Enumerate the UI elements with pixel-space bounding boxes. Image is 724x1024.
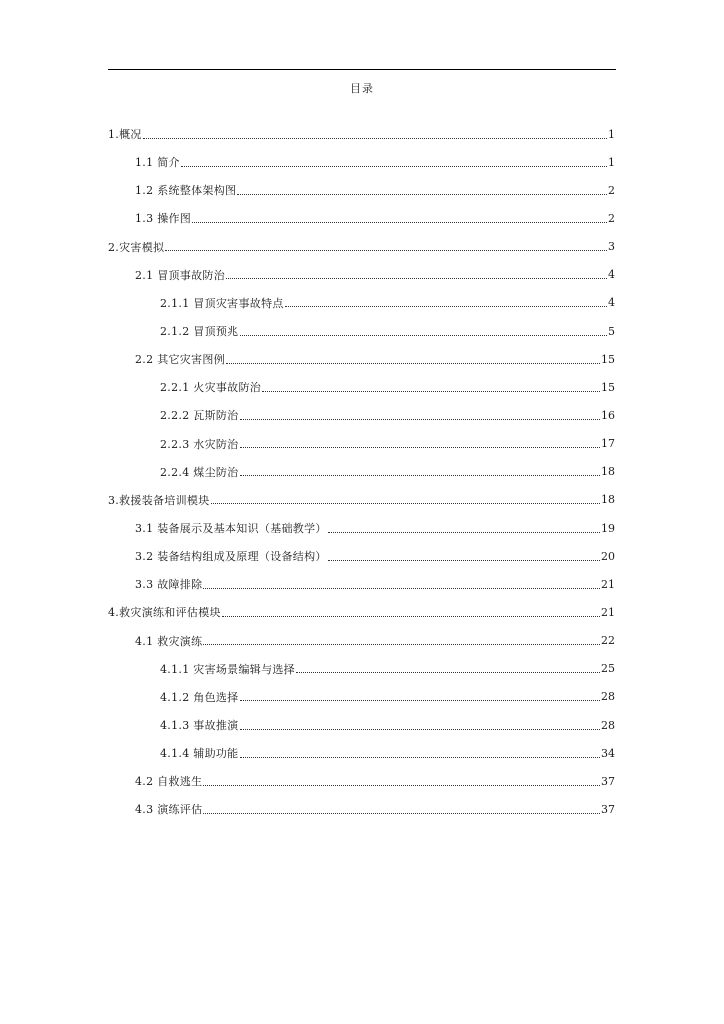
toc-entry[interactable] (108, 598, 615, 626)
toc-entry-label: 4.1.2 角色选择 (160, 690, 239, 704)
toc-entry-page-number: 25 (601, 662, 615, 676)
toc-entry-page-number: 18 (601, 493, 615, 507)
toc-entry[interactable] (108, 176, 615, 204)
toc-entry[interactable] (108, 261, 615, 289)
dot-leader (192, 212, 607, 223)
toc-entry-page-number: 2 (608, 183, 615, 197)
toc-entry-page-number: 37 (601, 774, 615, 788)
toc-entry-page-number: 1 (608, 155, 615, 169)
toc-entry[interactable] (108, 289, 615, 317)
dot-leader (143, 128, 607, 139)
dot-leader (240, 325, 608, 336)
toc-entry-label: 1.1 简介 (135, 156, 180, 170)
dot-leader (211, 493, 601, 504)
dot-leader (240, 437, 601, 448)
dot-leader (222, 606, 600, 617)
toc-entry-label: 2.1.2 冒顶预兆 (160, 325, 239, 339)
toc-entry-label: 3.2 装备结构组成及原理（设备结构） (135, 550, 327, 564)
toc-entry-label: 3.救援装备培训模块 (108, 493, 210, 507)
toc-entry-label: 1.3 操作图 (135, 212, 192, 226)
toc-entry[interactable] (108, 401, 615, 429)
toc-entry-page-number: 15 (601, 352, 615, 366)
toc-entry-label: 1.概况 (108, 128, 142, 142)
dot-leader (240, 409, 601, 420)
toc-entry-page-number: 17 (601, 437, 615, 451)
toc-entry-page-number: 4 (608, 296, 615, 310)
toc-entry[interactable] (108, 458, 615, 486)
dot-leader (203, 803, 600, 814)
toc-entry[interactable] (108, 148, 615, 176)
toc-entry-label: 2.1.1 冒顶灾害事故特点 (160, 296, 284, 310)
dot-leader (181, 156, 607, 167)
toc-entry-label: 3.1 装备展示及基本知识（基础教学） (135, 522, 327, 536)
dot-leader (165, 240, 607, 251)
toc-entry-page-number: 16 (601, 408, 615, 422)
toc-entry[interactable] (108, 767, 615, 795)
dot-leader (328, 522, 600, 533)
toc-entry-page-number: 15 (601, 380, 615, 394)
toc-entry[interactable] (108, 570, 615, 598)
toc-entry[interactable] (108, 739, 615, 767)
toc-entry-page-number: 21 (601, 577, 615, 591)
toc-entry[interactable] (108, 120, 615, 148)
toc-entry-page-number: 22 (601, 634, 615, 648)
toc-entry[interactable] (108, 683, 615, 711)
toc-entry-page-number: 1 (608, 127, 615, 141)
dot-leader (240, 719, 601, 730)
toc-entry[interactable] (108, 795, 615, 823)
toc-entry-label: 4.1.1 灾害场景编辑与选择 (160, 662, 295, 676)
header-rule (108, 69, 616, 70)
toc-entry-label: 2.灾害模拟 (108, 240, 165, 254)
toc-entry-label: 4.救灾演练和评估模块 (108, 606, 221, 620)
toc-entry-label: 2.2.4 煤尘防治 (160, 465, 239, 479)
toc-entry-page-number: 2 (608, 211, 615, 225)
dot-leader (240, 747, 601, 758)
dot-leader (285, 296, 607, 307)
toc-entry-label: 4.2 自救逃生 (135, 775, 203, 789)
dot-leader (240, 465, 601, 476)
dot-leader (328, 550, 600, 561)
toc-entry[interactable] (108, 345, 615, 373)
toc-title: 目录 (350, 82, 374, 95)
toc-entry[interactable] (108, 514, 615, 542)
toc-entry-page-number: 28 (601, 718, 615, 732)
toc-entry[interactable] (108, 542, 615, 570)
toc-entry[interactable] (108, 233, 615, 261)
toc-entry-page-number: 3 (608, 240, 615, 254)
toc-entry-label: 3.3 故障排除 (135, 578, 203, 592)
toc-entry-label: 2.2.1 火灾事故防治 (160, 381, 262, 395)
toc-entry-label: 2.2.3 水灾防治 (160, 437, 239, 451)
toc-entry[interactable] (108, 486, 615, 514)
dot-leader (203, 578, 600, 589)
toc-entry-page-number: 5 (608, 324, 615, 338)
toc-entry[interactable] (108, 430, 615, 458)
dot-leader (296, 662, 600, 673)
toc-entry-page-number: 19 (601, 521, 615, 535)
toc-entry[interactable] (108, 317, 615, 345)
toc-entry-label: 2.2.2 瓦斯防治 (160, 409, 239, 423)
dot-leader (237, 184, 607, 195)
toc-entry-label: 4.1.3 事故推演 (160, 719, 239, 733)
toc-entry[interactable] (108, 655, 615, 683)
toc-entry-page-number: 37 (601, 802, 615, 816)
toc-entry-page-number: 18 (601, 465, 615, 479)
dot-leader (203, 775, 600, 786)
toc-entry-label: 1.2 系统整体架构图 (135, 184, 237, 198)
toc-entry-page-number: 20 (601, 549, 615, 563)
toc-entry-label: 4.3 演练评估 (135, 803, 203, 817)
table-of-contents (108, 120, 615, 824)
toc-entry-page-number: 28 (601, 690, 615, 704)
toc-entry-page-number: 4 (608, 268, 615, 282)
dot-leader (240, 690, 601, 701)
toc-entry[interactable] (108, 204, 615, 232)
dot-leader (226, 268, 607, 279)
toc-entry-label: 4.1.4 辅助功能 (160, 747, 239, 761)
toc-entry[interactable] (108, 711, 615, 739)
dot-leader (203, 634, 600, 645)
toc-entry-label: 4.1 救灾演练 (135, 634, 203, 648)
toc-entry-label: 2.2 其它灾害图例 (135, 353, 225, 367)
dot-leader (226, 353, 600, 364)
toc-entry-page-number: 21 (601, 605, 615, 619)
toc-entry[interactable] (108, 373, 615, 401)
dot-leader (262, 381, 600, 392)
toc-entry[interactable] (108, 627, 615, 655)
toc-entry-label: 2.1 冒顶事故防治 (135, 268, 225, 282)
toc-entry-page-number: 34 (601, 746, 615, 760)
